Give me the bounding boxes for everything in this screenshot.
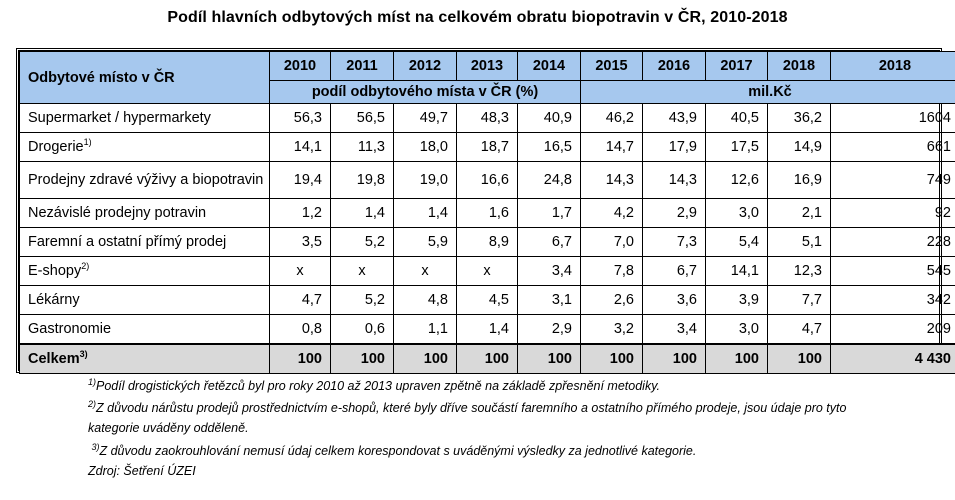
year-header: 2015 — [581, 52, 643, 81]
row-label — [20, 162, 270, 199]
table-cell: 1,6 — [457, 199, 518, 228]
table-cell: 8,9 — [457, 228, 518, 257]
table-cell: 3,4 — [643, 315, 706, 345]
unit-share-header: podíl odbytového místa v ČR (%) — [270, 81, 581, 104]
table-cell: 18,7 — [457, 133, 518, 162]
footnote-2-marker: 2) — [88, 398, 97, 409]
table-cell: 48,3 — [457, 104, 518, 133]
row-footnote-marker: 2) — [81, 261, 90, 272]
row-label-text: Supermarket / hypermarkety — [28, 110, 211, 126]
table-cell: 545 — [831, 257, 955, 286]
table-cell: 0,6 — [331, 315, 394, 345]
table-row — [20, 162, 955, 199]
data-table-frame — [16, 48, 951, 373]
year-header: 2017 — [706, 52, 768, 81]
table-cell: 4,7 — [270, 286, 331, 315]
table-row — [20, 104, 955, 133]
table-cell: 43,9 — [643, 104, 706, 133]
table-cell: 2,1 — [768, 199, 831, 228]
table-cell: 16,5 — [518, 133, 581, 162]
table-row — [20, 133, 955, 162]
table-cell: 4 430 — [831, 344, 955, 374]
table-cell: 14,7 — [581, 133, 643, 162]
table-cell: 5,4 — [706, 228, 768, 257]
table-cell: 16,6 — [457, 162, 518, 199]
table-row — [20, 315, 955, 345]
table-cell: 1,4 — [331, 199, 394, 228]
footnote-2-text: Z důvodu nárůstu prodejů prostřednictvím e-shopů, které byly dříve součástí faremního a ostatního přímého prodeje, jsou údaje pro tyto kategorie uváděny odděleně. — [88, 401, 847, 435]
table-cell: 16,9 — [768, 162, 831, 199]
footnotes — [88, 376, 888, 481]
table-cell: 12,3 — [768, 257, 831, 286]
table-cell: 19,0 — [394, 162, 457, 199]
table-cell: 4,7 — [768, 315, 831, 345]
year-header: 2014 — [518, 52, 581, 81]
table-cell: 5,9 — [394, 228, 457, 257]
table-cell: 228 — [831, 228, 955, 257]
table-cell: 1,4 — [457, 315, 518, 345]
row-label — [20, 133, 270, 162]
table-cell: 1,2 — [270, 199, 331, 228]
year-header: 2013 — [457, 52, 518, 81]
table-cell: 100 — [581, 344, 643, 374]
corner-header: Odbytové místo v ČR — [20, 52, 270, 104]
footnote-3 — [88, 441, 888, 461]
table-cell: 100 — [706, 344, 768, 374]
table-cell: 1,7 — [518, 199, 581, 228]
table-cell: 18,0 — [394, 133, 457, 162]
row-label-text: Nezávislé prodejny potravin — [28, 205, 207, 221]
footnote-1-marker: 1) — [88, 376, 97, 387]
table-cell: 4,2 — [581, 199, 643, 228]
row-footnote-marker: 1) — [83, 137, 92, 148]
row-label-text: Prodejny zdravé výživy a biopotravin — [28, 172, 264, 188]
table-cell: 100 — [643, 344, 706, 374]
year-header: 2010 — [270, 52, 331, 81]
table-cell: 7,0 — [581, 228, 643, 257]
data-table — [19, 51, 955, 374]
table-cell: 12,6 — [706, 162, 768, 199]
table-cell: x — [270, 257, 331, 286]
table-row — [20, 228, 955, 257]
table-cell: 661 — [831, 133, 955, 162]
table-cell: 4,8 — [394, 286, 457, 315]
table-cell: x — [331, 257, 394, 286]
year-header: 2016 — [643, 52, 706, 81]
row-label-text: Gastronomie — [28, 321, 112, 337]
row-footnote-marker: 3) — [79, 349, 88, 360]
row-label-text: Faremní a ostatní přímý prodej — [28, 234, 227, 250]
table-cell: 36,2 — [768, 104, 831, 133]
table-cell: 14,1 — [706, 257, 768, 286]
table-cell: 100 — [394, 344, 457, 374]
table-cell: 749 — [831, 162, 955, 199]
table-cell: 100 — [768, 344, 831, 374]
table-cell: 7,8 — [581, 257, 643, 286]
table-cell: 14,1 — [270, 133, 331, 162]
table-cell: 209 — [831, 315, 955, 345]
table-cell: 46,2 — [581, 104, 643, 133]
header-row-years — [20, 52, 955, 81]
table-cell: 40,5 — [706, 104, 768, 133]
table-cell: 7,7 — [768, 286, 831, 315]
table-cell: 100 — [331, 344, 394, 374]
table-cell: 1,1 — [394, 315, 457, 345]
table-cell: 3,0 — [706, 315, 768, 345]
row-label-text: Lékárny — [28, 292, 80, 308]
table-cell: 342 — [831, 286, 955, 315]
table-cell: 6,7 — [643, 257, 706, 286]
table-cell: 1,4 — [394, 199, 457, 228]
row-label — [20, 257, 270, 286]
footnote-2 — [88, 398, 888, 438]
table-cell: 24,8 — [518, 162, 581, 199]
table-cell: 0,8 — [270, 315, 331, 345]
table-cell: 4,5 — [457, 286, 518, 315]
page-title: Podíl hlavních odbytových míst na celkovém obratu biopotravin v ČR, 2010-2018 — [167, 9, 788, 26]
table-cell: 14,3 — [643, 162, 706, 199]
table-cell: 56,3 — [270, 104, 331, 133]
year-header: 2018 — [831, 52, 955, 81]
table-cell: 17,9 — [643, 133, 706, 162]
footnote-1-text: Podíl drogistických řetězců byl pro roky 2010 až 2013 upraven zpětně na základě zpřesnění metodiky. — [96, 379, 660, 393]
year-header: 2011 — [331, 52, 394, 81]
table-cell: 100 — [518, 344, 581, 374]
row-label — [20, 344, 270, 374]
table-cell: 11,3 — [331, 133, 394, 162]
row-label — [20, 228, 270, 257]
table-row — [20, 257, 955, 286]
table-cell: 100 — [270, 344, 331, 374]
table-cell: 5,1 — [768, 228, 831, 257]
table-cell: 14,3 — [581, 162, 643, 199]
source-note: Zdroj: Šetření ÚZEI — [88, 464, 196, 478]
table-cell: 3,2 — [581, 315, 643, 345]
year-header: 2012 — [394, 52, 457, 81]
table-row — [20, 199, 955, 228]
table-cell: 100 — [457, 344, 518, 374]
row-label — [20, 315, 270, 345]
table-cell: 2,9 — [518, 315, 581, 345]
table-cell: 14,9 — [768, 133, 831, 162]
row-label-text: E-shopy — [28, 263, 82, 279]
table-cell: 3,9 — [706, 286, 768, 315]
table-cell: 7,3 — [643, 228, 706, 257]
table-cell: 49,7 — [394, 104, 457, 133]
row-label — [20, 199, 270, 228]
table-cell: 56,5 — [331, 104, 394, 133]
total-row — [20, 344, 955, 374]
row-label — [20, 286, 270, 315]
table-cell: 5,2 — [331, 228, 394, 257]
table-cell: 3,1 — [518, 286, 581, 315]
table-cell: 17,5 — [706, 133, 768, 162]
footnote-1 — [88, 376, 888, 396]
table-cell: x — [457, 257, 518, 286]
table-cell: 19,4 — [270, 162, 331, 199]
year-header: 2018 — [768, 52, 831, 81]
row-label — [20, 104, 270, 133]
footnote-3-text: Z důvodu zaokrouhlování nemusí údaj celkem korespondovat s uváděnými výsledky za jednotlivé kategorie. — [99, 444, 697, 458]
table-cell: 92 — [831, 199, 955, 228]
table-cell: x — [394, 257, 457, 286]
row-label-text: Celkem — [28, 351, 80, 367]
footnote-3-marker: 3) — [91, 441, 100, 452]
row-label-text: Drogerie — [28, 139, 84, 155]
table-cell: 1604 — [831, 104, 955, 133]
table-cell: 3,6 — [643, 286, 706, 315]
table-cell: 6,7 — [518, 228, 581, 257]
table-row — [20, 286, 955, 315]
table-cell: 40,9 — [518, 104, 581, 133]
unit-money-header: mil.Kč — [581, 81, 955, 104]
table-cell: 3,0 — [706, 199, 768, 228]
table-cell: 3,4 — [518, 257, 581, 286]
table-cell: 2,9 — [643, 199, 706, 228]
table-cell: 19,8 — [331, 162, 394, 199]
table-cell: 5,2 — [331, 286, 394, 315]
table-cell: 3,5 — [270, 228, 331, 257]
table-cell: 2,6 — [581, 286, 643, 315]
